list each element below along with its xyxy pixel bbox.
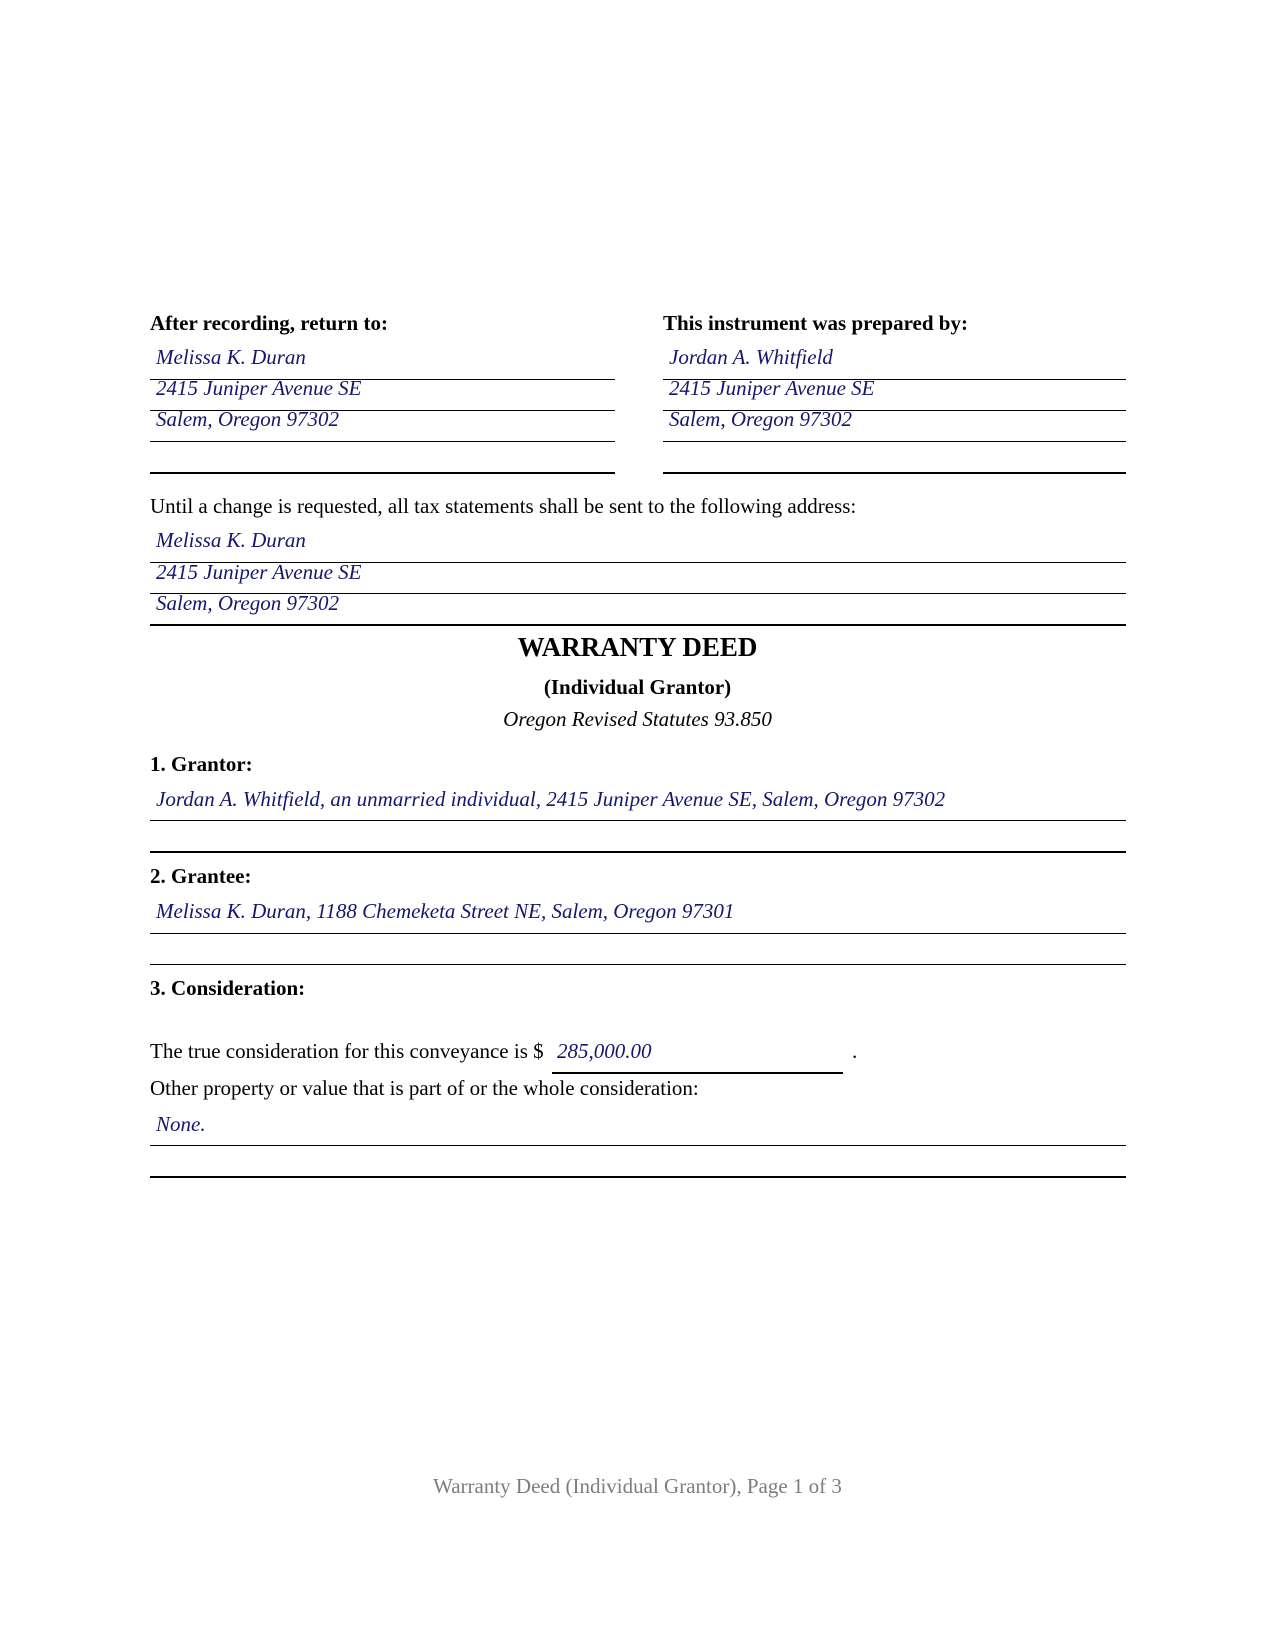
other-consideration-label: Other property or value that is part of or the whole consideration: xyxy=(150,1076,699,1100)
tax-street-field[interactable]: 2415 Juniper Avenue SE xyxy=(156,560,362,584)
field-underline xyxy=(150,1145,1126,1146)
sentence-period: . xyxy=(852,1039,858,1063)
field-underline xyxy=(150,820,1126,821)
tax-name-field[interactable]: Melissa K. Duran xyxy=(156,528,306,552)
prepared-by-street-field[interactable]: 2415 Juniper Avenue SE xyxy=(669,376,875,400)
statute-reference: Oregon Revised Statutes 93.850 xyxy=(503,707,772,731)
field-underline xyxy=(663,472,1126,474)
field-underline xyxy=(150,1176,1126,1178)
return-to-city-field[interactable]: Salem, Oregon 97302 xyxy=(156,407,339,431)
prepared-by-heading: This instrument was prepared by: xyxy=(663,311,968,335)
field-underline xyxy=(150,964,1126,965)
document-title: WARRANTY DEED xyxy=(517,632,758,662)
grantor-field[interactable]: Jordan A. Whitfield, an unmarried individual, 2415 Juniper Avenue SE, Salem, Oregon 97302 xyxy=(156,787,946,811)
document-subtitle: (Individual Grantor) xyxy=(543,675,732,699)
consideration-sentence: The true consideration for this conveyance is $ xyxy=(150,1039,544,1063)
return-to-heading: After recording, return to: xyxy=(150,311,388,335)
tax-statements-intro: Until a change is requested, all tax statements shall be sent to the following address: xyxy=(150,494,857,518)
consideration-amount-field[interactable]: 285,000.00 xyxy=(557,1039,652,1063)
field-underline xyxy=(150,933,1126,934)
amount-underline xyxy=(552,1072,843,1074)
prepared-by-city-field[interactable]: Salem, Oregon 97302 xyxy=(669,407,852,431)
grantee-heading: 2. Grantee: xyxy=(150,864,252,888)
return-to-street-field[interactable]: 2415 Juniper Avenue SE xyxy=(156,376,362,400)
field-underline xyxy=(150,851,1126,853)
consideration-heading: 3. Consideration: xyxy=(150,976,306,1000)
page-footer: Warranty Deed (Individual Grantor), Page 1 of 3 xyxy=(433,1474,842,1498)
return-to-name-field[interactable]: Melissa K. Duran xyxy=(156,345,306,369)
tax-city-field[interactable]: Salem, Oregon 97302 xyxy=(156,591,339,615)
prepared-by-name-field[interactable]: Jordan A. Whitfield xyxy=(669,345,833,369)
field-underline xyxy=(663,441,1126,442)
field-underline xyxy=(150,441,615,442)
grantor-heading: 1. Grantor: xyxy=(150,752,253,776)
other-consideration-field[interactable]: None. xyxy=(156,1112,206,1136)
field-underline xyxy=(150,624,1126,626)
grantee-field[interactable]: Melissa K. Duran, 1188 Chemeketa Street NE, Salem, Oregon 97301 xyxy=(156,899,735,923)
field-underline xyxy=(150,472,615,474)
